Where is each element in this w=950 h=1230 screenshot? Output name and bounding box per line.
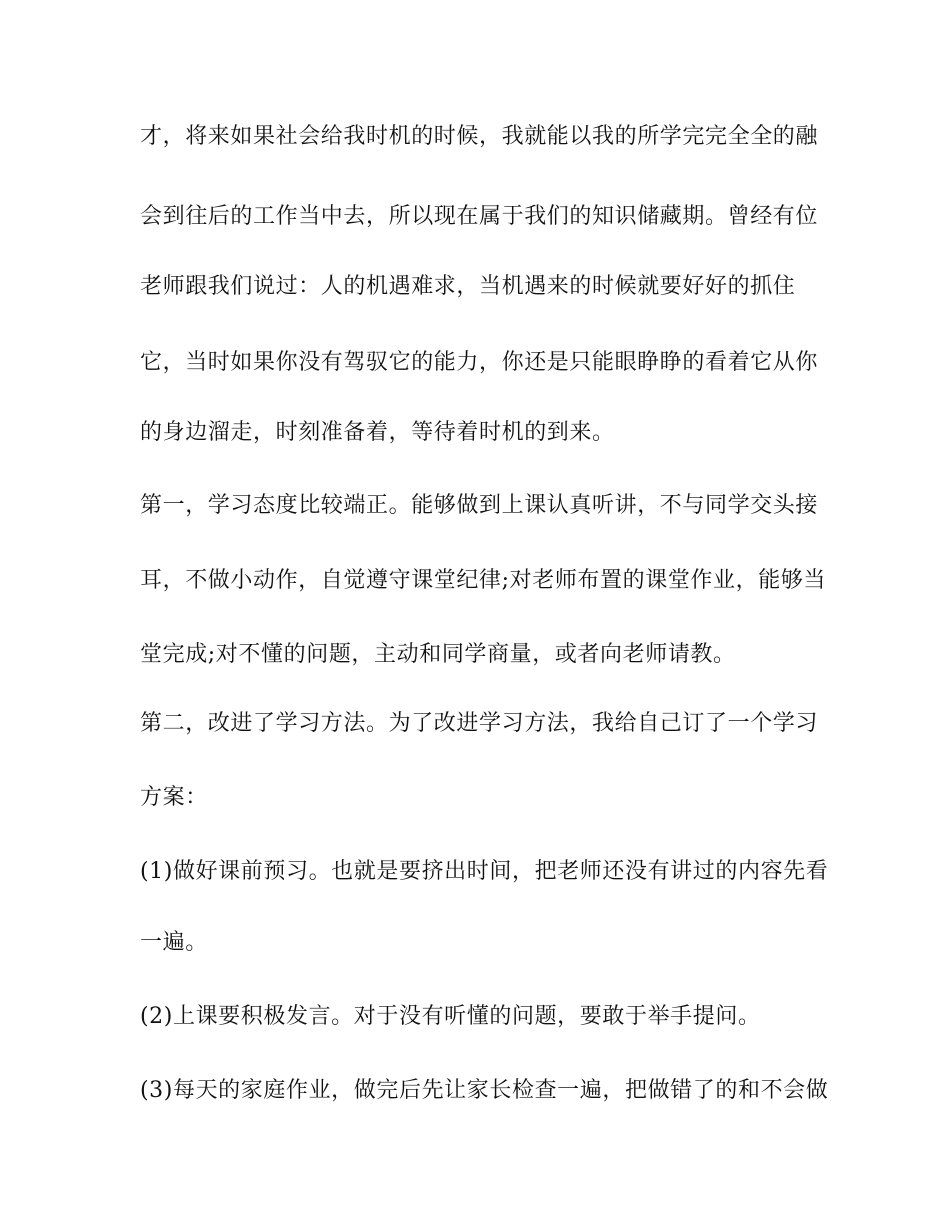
text-line: 的身边溜走，时刻准备着，等待着时机的到来。 xyxy=(140,420,615,445)
text-line: (3)每天的家庭作业，做完后先让家长检查一遍，把做错了的和不会做 xyxy=(140,1078,829,1103)
text-line: 第一，学习态度比较端正。能够做到上课认真听讲，不与同学交头接 xyxy=(140,493,819,518)
text-line: (2)上课要积极发言。对于没有听懂的问题，要敢于举手提问。 xyxy=(140,1004,761,1029)
text-line: 方案： xyxy=(140,785,208,810)
text-line: 老师跟我们说过：人的机遇难求，当机遇来的时候就要好好的抓住 xyxy=(140,274,796,299)
text-line: 耳，不做小动作，自觉遵守课堂纪律;对老师布置的课堂作业，能够当 xyxy=(140,568,827,593)
text-line: 堂完成;对不懂的问题，主动和同学商量，或者向老师请教。 xyxy=(140,642,736,667)
text-line: 会到往后的工作当中去，所以现在属于我们的知识储藏期。曾经有位 xyxy=(140,204,819,229)
text-line: 才，将来如果社会给我时机的时候，我就能以我的所学完完全全的融 xyxy=(140,124,819,149)
text-line: (1)做好课前预习。也就是要挤出时间，把老师还没有讲过的内容先看 xyxy=(140,859,829,884)
text-line: 第二，改进了学习方法。为了改进学习方法，我给自己订了一个学习 xyxy=(140,711,819,736)
text-line: 它，当时如果你没有驾驭它的能力，你还是只能眼睁睁的看着它从你 xyxy=(140,350,819,375)
text-line: 一遍。 xyxy=(140,930,208,955)
